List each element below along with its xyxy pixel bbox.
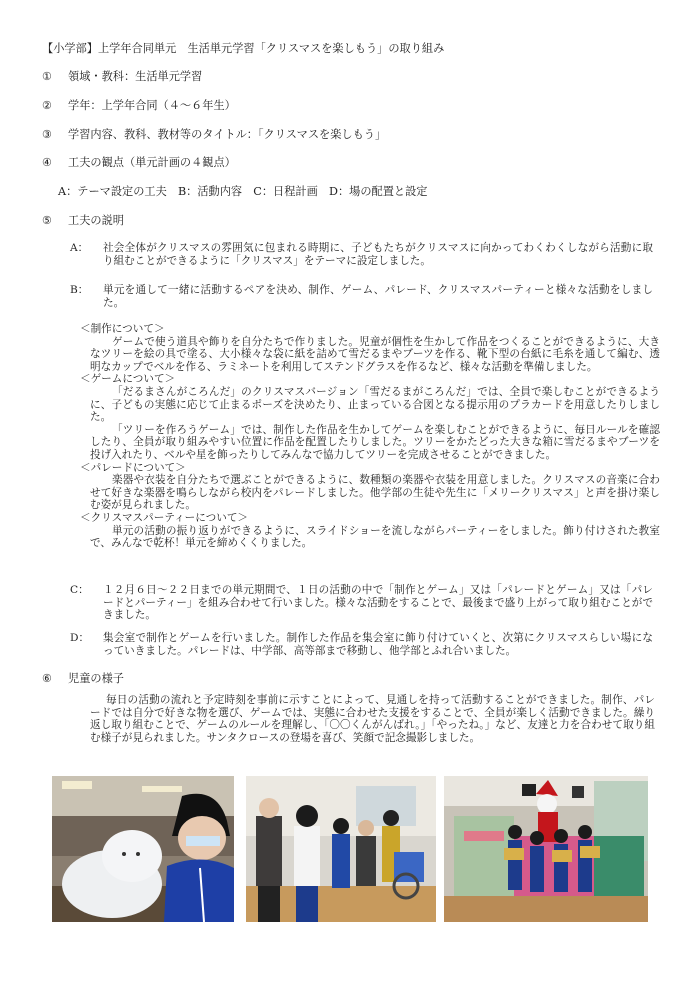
item-6 (42, 672, 542, 685)
item-6-text: 児童の様子 (68, 672, 124, 685)
game-text-2: 「ツリーを作ろうゲーム」では、制作した作品を生かしてゲームを楽しむことができるように、毎日ルールを確認したり、全員が取り組みやすい位置に作品を配置したりしました。ツリーをかたどった大きな箱に雪だるまやブーツを投げ入れたり、ベルや星を飾ったりしてみんなで協力してツリーを完成させることができました。 (90, 423, 660, 461)
item-6-number: ⑥ (42, 672, 53, 685)
item-4 (42, 156, 542, 169)
parade-text: 楽器や衣装を自分たちで選ぶことができるように、数種類の楽器や衣装を用意しました。クリスマスの音楽に合わせて好きな楽器を鳴らしながら校内をパレードしました。他学部の生徒や先生に「メリークリスマス」と声を掛け楽しむ姿が見られました。 (90, 474, 660, 512)
parade-heading: ＜パレードについて＞ (80, 461, 186, 474)
explanation-d-label: D： (70, 632, 90, 644)
item-1-text: 領域・教科：生活単元学習 (68, 70, 203, 83)
item-2-number: ② (42, 99, 53, 112)
production-section (80, 323, 660, 550)
item-1 (42, 70, 542, 83)
document-title: 【小学部】上学年合同単元 生活単元学習「クリスマスを楽しもう」の取り組み (42, 42, 445, 55)
item-1-number: ① (42, 70, 53, 83)
item-4-number: ④ (42, 156, 53, 169)
explanation-b-text: 単元を通して一緒に活動するペアを決め、制作、ゲーム、パレード、クリスマスパーティーと様々な活動をしました。 (103, 284, 653, 309)
explanation-a-text: 社会全体がクリスマスの雰囲気に包まれる時期に、子どもたちがクリスマスに向かってわくわくしながら活動に取り組むことができるように「クリスマス」をテーマに設定しました。 (103, 242, 653, 267)
photo-snowman-craft (52, 776, 234, 922)
viewpoints-list: A：テーマ設定の工夫 B：活動内容 C：日程計画 D：場の配置と設定 (58, 185, 428, 198)
item-5-number: ⑤ (42, 214, 53, 227)
item-5 (42, 214, 542, 227)
explanation-a-label: A： (70, 242, 89, 254)
game-text-1: 「だるまさんがころんだ」のクリスマスバージョン「雪だるまがころんだ」では、全員で楽しむことができるように、子どもの実態に応じて止まるポーズを決めたり、止まっている合図となる提示用のプラカードを用意したりしました。 (90, 385, 660, 424)
photo-santa-commemorative (444, 776, 648, 922)
children-description: 毎日の活動の流れと予定時刻を事前に示すことによって、見通しを持って活動することができました。制作、パレードでは自分で好きな物を選び、ゲームでは、実態に合わせた支援をすることで、全員が楽しく活動できました。繰り返し取り組むことで、ゲームのルールを理解し、「〇〇くんがんばれ。」「やったね。」など、友達と力を合わせて取り組む様子が見られました。サンタクロースの登場を喜び、笑顔で記念撮影しました。 (90, 694, 655, 744)
item-5-text: 工夫の説明 (68, 214, 124, 227)
explanation-b-label: B： (70, 284, 89, 296)
item-3 (42, 128, 542, 141)
item-2-text: 学年：上学年合同（４～６年生） (68, 99, 236, 112)
party-heading: ＜クリスマスパーティーについて＞ (80, 511, 249, 524)
production-text: ゲームで使う道具や飾りを自分たちで作りました。児童が個性を生かして作品をつくることができるように、大きなツリーを絵の具で塗る、大小様々な袋に紙を詰めて雪だるまやブーツを作る、靴下型の台紙に毛糸を通して編む、透明なカップでベルを作る、ラミネートを利用してステンドグラスを作るなど、様々な活動を準備しました。 (90, 335, 660, 373)
photo-game-activity (246, 776, 436, 922)
item-3-text: 学習内容、教科、教材等のタイトル：「クリスマスを楽しもう」 (68, 128, 387, 141)
production-heading: ＜制作について＞ (80, 323, 165, 335)
party-text: 単元の活動の振り返りができるように、スライドショーを流しながらパーティーをしました。飾り付けされた教室で、みんなで乾杯！単元を締めくくりました。 (90, 524, 660, 550)
explanation-d-text: 集会室で制作とゲームを行いました。制作した作品を集会室に飾り付けていくと、次第にクリスマスらしい場になっていきました。パレードは、中学部、高等部まで移動し、他学部とふれ合いました。 (103, 632, 653, 657)
explanation-c-label: C： (70, 584, 89, 596)
item-3-number: ③ (42, 128, 53, 141)
item-2 (42, 99, 542, 112)
item-4-text: 工夫の観点（単元計画の４観点） (68, 156, 236, 169)
game-heading: ＜ゲームについて＞ (80, 373, 176, 386)
explanation-c-text: １２月６日～２２日までの単元期間で、１日の活動の中で「制作とゲーム」又は「パレードとゲーム」又は「パレードとパーティー」を組み合わせて行いました。様々な活動をすることで、最後まで盛り上がって取り組むことができました。 (103, 584, 653, 622)
